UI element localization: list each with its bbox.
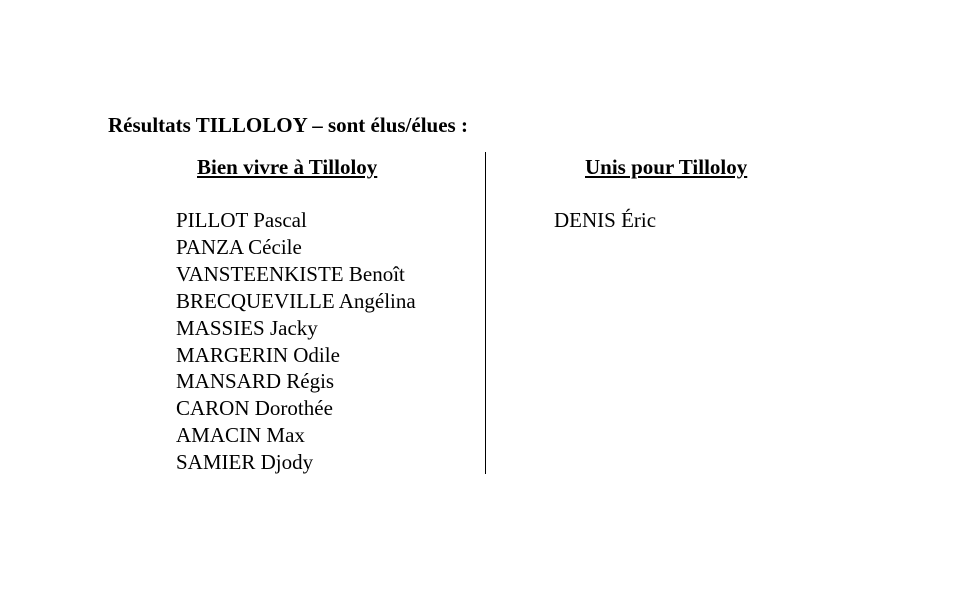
elected-name: MANSARD Régis (176, 369, 335, 394)
elected-name: BRECQUEVILLE Angélina (176, 288, 416, 313)
list-title-unis: Unis pour Tilloloy (585, 155, 748, 179)
elected-name: CARON Dorothée (176, 396, 333, 421)
elected-name: DENIS Éric (554, 208, 657, 232)
elected-list-unis (554, 207, 656, 234)
elected-name: SAMIER Djody (176, 450, 314, 475)
list-title-bien-vivre: Bien vivre à Tilloloy (197, 155, 378, 179)
elected-name: PANZA Cécile (176, 234, 302, 259)
elected-name: MARGERIN Odile (176, 342, 340, 367)
elected-name: MASSIES Jacky (176, 315, 318, 340)
elected-name: AMACIN Max (176, 423, 305, 448)
elected-list-bien-vivre (176, 207, 416, 476)
elected-name: VANSTEENKISTE Benoît (176, 261, 405, 286)
elected-name: PILLOT Pascal (176, 208, 307, 232)
results-heading: Résultats TILLOLOY – sont élus/élues : (108, 113, 468, 137)
column-divider (485, 152, 486, 474)
